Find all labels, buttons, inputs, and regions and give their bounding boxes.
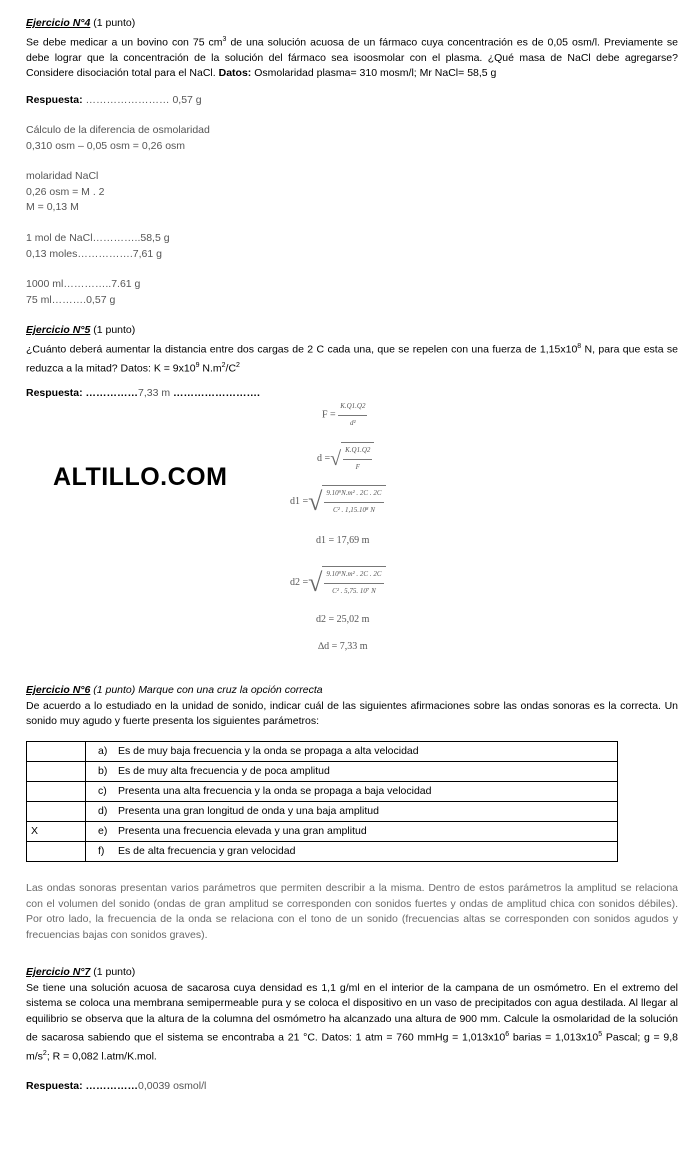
ex4-statement: Ejercicio N°4 (1 punto) Se debe medicar a un bovino con 75 $cm^3$ de una solución acuosa de un fármaco cuya concentración es de 0,05 osm/l. Previamente se debe lograr que la concentración de la solución del fármaco sea isoosmolar con el plasma. ¿Qué masa de NaCl debe agregarse? Considere disociación total para el NaCl. Datos: Osmolaridad plasma= 310 mosm/l; Mr NaCl= 58,5 g <box>26 17 678 79</box>
option-mark-cell[interactable] <box>27 842 86 862</box>
option-mark-cell[interactable] <box>27 742 86 762</box>
ex4-rule-of-three-2: 1000 ml…………..7.61 g 75 ml……….0,57 g <box>26 278 141 306</box>
ex5-title: Ejercicio N°5 <box>26 324 91 336</box>
ex4-title: Ejercicio N°4 <box>26 17 91 29</box>
ex4-molarity: molaridad NaCl 0,26 osm = M . 2 M = 0,13 M <box>26 170 105 213</box>
option-text: Es de muy baja frecuencia y la onda se propaga a alta velocidad <box>118 744 419 757</box>
option-row <box>27 802 618 822</box>
ex6-statement: Ejercicio N°6 (1 punto) Marque con una cruz la opción correcta De acuerdo a lo estudiado en la unidad de sonido, indicar cuál de las siguientes afirmaciones sobre las ondas sonoras es la correcta. Un sonido muy agudo y fuerte presenta los siguientes parámetros: <box>26 684 678 727</box>
option-row <box>27 742 618 762</box>
option-text: Presenta una gran longitud de onda y una baja amplitud <box>118 804 379 817</box>
ex4-answer: Respuesta: …………………… 0,57 g <box>26 94 202 106</box>
formula-d2: d2 =√ $\frac{\text{9.10⁹N.m² . 2C . 2C}}{\text{C² . 5,75. 10⁷ N}}$ <box>290 566 386 599</box>
ex4-calc: Cálculo de la diferencia de osmolaridad 0,310 osm – 0,05 osm = 0,26 osm <box>26 124 210 152</box>
option-text-cell <box>86 782 618 802</box>
option-letter: b) <box>98 764 108 777</box>
ex7-statement: Ejercicio N°7 (1 punto) Se tiene una solución acuosa de sacarosa cuya densidad es 1,1 g/ml en el interior de la campana de un osmómetro. En el extremo del sistema se coloca una membrana semipermeable pura y se coloca el dispositivo en un vaso de precipitados con agua destilada. Al llegar al equilibrio se observa que la altura de la columna del osmómetro ha alcanzado una altura de 900 mm. Calcule la osmolaridad de la solución de sacarosa sabiendo que el sistema se encontraba a 21 °C. Datos: 1 atm = 760 mmHg = $1,013x10^6$ barias = $1,013x10^5$ Pascal; g = 9,8 $m/s^2$; R = 0,082 l.atm/K.mol. <box>26 966 679 1063</box>
option-text: Presenta una frecuencia elevada y una gran amplitud <box>118 824 367 837</box>
option-letter: e) <box>98 824 108 837</box>
option-text: Es de alta frecuencia y gran velocidad <box>118 844 296 857</box>
option-text: Es de muy alta frecuencia y de poca amplitud <box>118 764 330 777</box>
formula-distance: d =√ $\frac{K.Q1.Q2}{F}$ <box>317 442 374 475</box>
option-text-cell <box>86 742 618 762</box>
option-text: Presenta una alta frecuencia y la onda se propaga a baja velocidad <box>118 784 432 797</box>
option-text-cell <box>86 822 618 842</box>
ex6-options-table <box>26 741 618 862</box>
ex7-answer: Respuesta: ……………0,0039 osmol/l <box>26 1080 207 1092</box>
option-row <box>27 822 618 842</box>
option-letter: f) <box>98 844 105 857</box>
option-letter: a) <box>98 744 108 757</box>
option-row <box>27 842 618 862</box>
ex6-explanation: Las ondas sonoras presentan varios parámetros que permiten describir a la misma. Dentro de estos parámetros la amplitud se relaciona con el volumen del sonido (ondas de gran amplitud se corresponden con sonidos fuertes y ondas de amplitud chica con sonidos débiles). Por otro lado, la frecuencia de la onda se relaciona con el tono de un sonido (frecuencias altas se corresponden con sonidos agudos y frecuencias bajas con sonidos graves). <box>26 882 678 941</box>
option-mark-cell[interactable] <box>27 762 86 782</box>
formula-coulomb: F = $\frac{K.Q1.Q2}{\text{d²}}$ <box>322 399 367 431</box>
option-text-cell <box>86 842 618 862</box>
ex5-answer: Respuesta: ……………7,33 m ……………………. <box>26 387 260 399</box>
ex4-rule-of-three-1: 1 mol de NaCl…………..58,5 g 0,13 moles…………….7,61 g <box>26 232 170 260</box>
option-text-cell <box>86 762 618 782</box>
result-d1: d1 = 17,69 m <box>316 535 370 546</box>
option-row <box>27 762 618 782</box>
option-mark-cell[interactable] <box>27 802 86 822</box>
ex6-title: Ejercicio N°6 <box>26 684 91 696</box>
option-letter: d) <box>98 804 108 817</box>
option-mark-cell[interactable] <box>27 782 86 802</box>
option-letter: c) <box>98 784 107 797</box>
ex5-statement: Ejercicio N°5 (1 punto) ¿Cuánto deberá aumentar la distancia entre dos cargas de 2 C cada una, que se repelen con una fuerza de $1,15x10^8$ N, para que esta se reduzca a la mitad? Datos: $K = 9x10^9$ $N.m^2/C^2$ <box>26 324 678 374</box>
result-delta: ∆d = 7,33 m <box>318 641 368 652</box>
option-mark-cell[interactable]: X <box>27 822 86 842</box>
ex7-title: Ejercicio N°7 <box>26 966 91 978</box>
option-text-cell <box>86 802 618 822</box>
formula-d1: d1 =√ $\frac{\text{9.10⁹N.m² . 2C . 2C}}{\text{C² . 1,15.10⁸ N}}$ <box>290 485 386 518</box>
altillo-watermark: ALTILLO.COM <box>53 463 228 491</box>
option-row <box>27 782 618 802</box>
result-d2: d2 = 25,02 m <box>316 614 370 625</box>
